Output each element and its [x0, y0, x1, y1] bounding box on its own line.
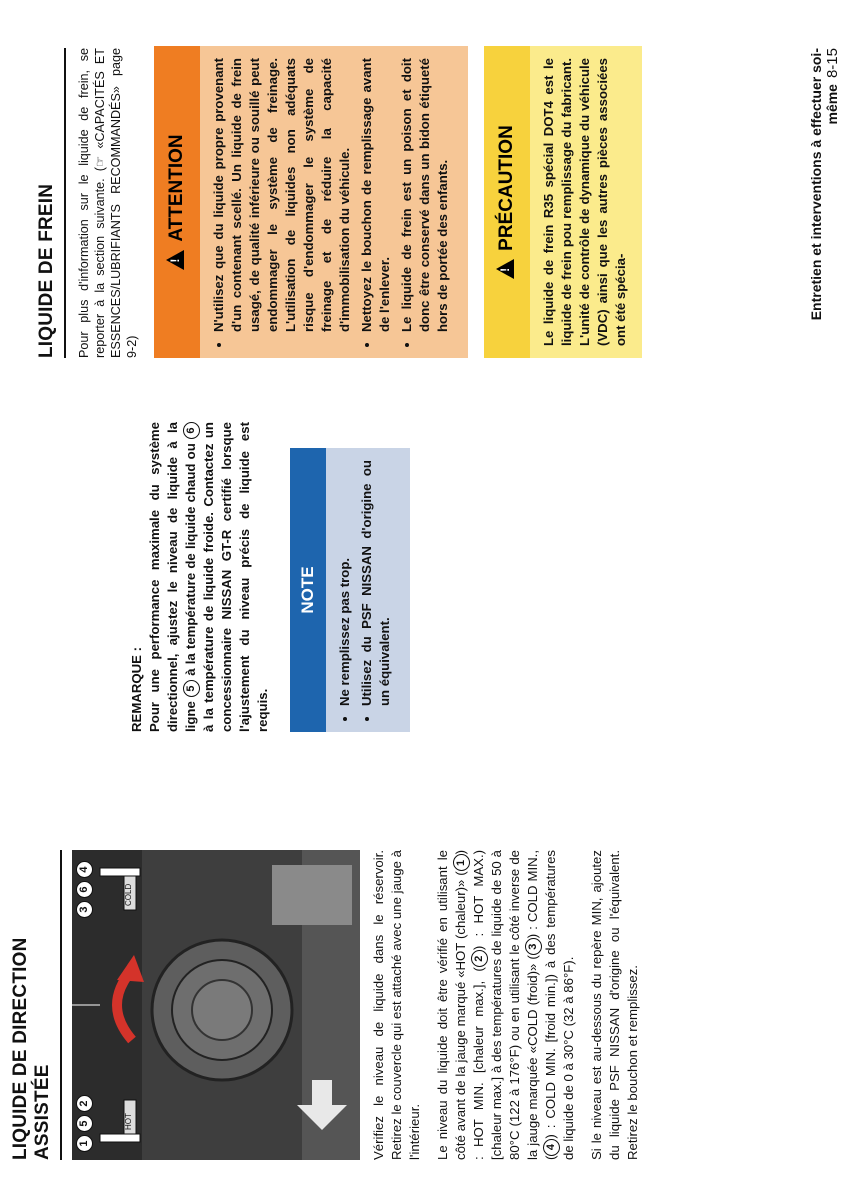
power-steering-column	[10, 850, 642, 1160]
remarque-text: Pour une performance maximale du système directionnel, ajustez le niveau de liquide à la ligne 5 à la température de liquide chaud ou 6 à la température de liquide froide. Contactez un concessionnaire NISSAN GT-R certifié lorsque l'ajustement du niveau précis de liquide est requis.	[147, 422, 271, 732]
reservoir-illustration	[72, 850, 360, 1160]
attention-header	[154, 46, 200, 358]
hot-dipstick-labels	[76, 1095, 93, 1152]
note-item: • Utilisez du PSF NISSAN d'origine ou un équivalent.	[358, 460, 394, 706]
label-1: 1	[76, 1135, 93, 1152]
footer-section: Entretien et interventions à effectuer soi-même	[808, 48, 840, 321]
note-title: NOTE	[290, 448, 326, 732]
precaution-text: Le liquide de frein R35 spécial DOT4 est le liquide de frein pou remplissage du fabricant. L'unité de contrôle de dynamique du véhicule (VDC) ainsi que les autres pièces associées ont été spécia-	[541, 58, 628, 346]
note-item: • Ne remplissez pas trop.	[336, 460, 354, 706]
brake-intro: Pour plus d'information sur le liquide de frein, se reporter à la section suivante. (☞ «CAPACITÉS ET ESSENCES/LUBRIFIANTS RECOMMANDÉS» page 9-2)	[77, 48, 139, 358]
refill-paragraph: Si le niveau est au-dessous du repère MIN, ajoutez du liquide PSF NISSAN d'origine ou l'équivalent. Retirez le bouchon et remplissez.	[589, 850, 641, 1160]
section-title-power-steering: LIQUIDE DE DIRECTION ASSISTÉE	[10, 850, 62, 1160]
note-box	[290, 448, 410, 732]
precaution-title: PRÉCAUTION	[496, 125, 517, 251]
attention-list	[200, 46, 468, 358]
label-5: 5	[76, 1115, 93, 1132]
attention-item: • Le liquide de frein est un poison et doit donc être conservé dans un bidon étiqueté hors de portée des enfants.	[398, 58, 452, 332]
page-footer	[808, 48, 841, 358]
warning-icon	[496, 259, 514, 279]
attention-item: • N'utilisez que du liquide propre provenant d'un contenant scellé. Un liquide de frein usagé, de qualité inférieure ou souillé peut endommager le système de freinage. L'utilisation de liquides non adéquats risque d'endommager le système de freinage et de réduire la capacité d'immobilisation du véhicule.	[210, 58, 354, 332]
remarque-heading: REMARQUE :	[129, 647, 144, 732]
hot-label: HOT	[124, 1113, 133, 1130]
reservoir-figure	[72, 850, 360, 1160]
attention-title: ATTENTION	[166, 134, 187, 242]
check-level-paragraph: Vérifiez le niveau de liquide dans le réservoir. Retirez le couvercle qui est attaché avec une jauge à l'intérieur.	[371, 850, 422, 1160]
page-number: 8-15	[824, 48, 841, 79]
attention-box	[154, 46, 468, 358]
note-list	[326, 448, 410, 732]
precaution-box	[484, 46, 642, 358]
label-2: 2	[76, 1095, 93, 1112]
attention-item: • Nettoyez le bouchon de remplissage avant de l'enlever.	[358, 58, 394, 332]
brake-fluid-column	[36, 48, 642, 358]
section-title-brake-fluid: LIQUIDE DE FREIN	[36, 48, 66, 358]
remarque-column	[118, 422, 410, 732]
label-4: 4	[76, 861, 93, 878]
warning-icon	[166, 250, 184, 270]
label-3: 3	[76, 901, 93, 918]
cold-dipstick-labels	[76, 861, 93, 918]
precaution-header	[484, 46, 530, 358]
label-6: 6	[76, 881, 93, 898]
dipstick-paragraph: Le niveau du liquide doit être vérifié en utilisant le côté avant de la jauge marqué «HOT (chaleur)» (1) : HOT MIN. [chaleur max.], (2) : HOT MAX.) [chaleur max.] à des températures de liquide de 50 à 80°C (122 à 176°F) ou en utilisant le côté inverse de la jauge marquée «COLD (froid)» (3) : COLD MIN., (4) : COLD MIN. [froid min.]) à des températures de liquide de 0 à 30°C (32 à 86°F).	[435, 849, 577, 1160]
cold-label: COLD	[124, 883, 133, 906]
